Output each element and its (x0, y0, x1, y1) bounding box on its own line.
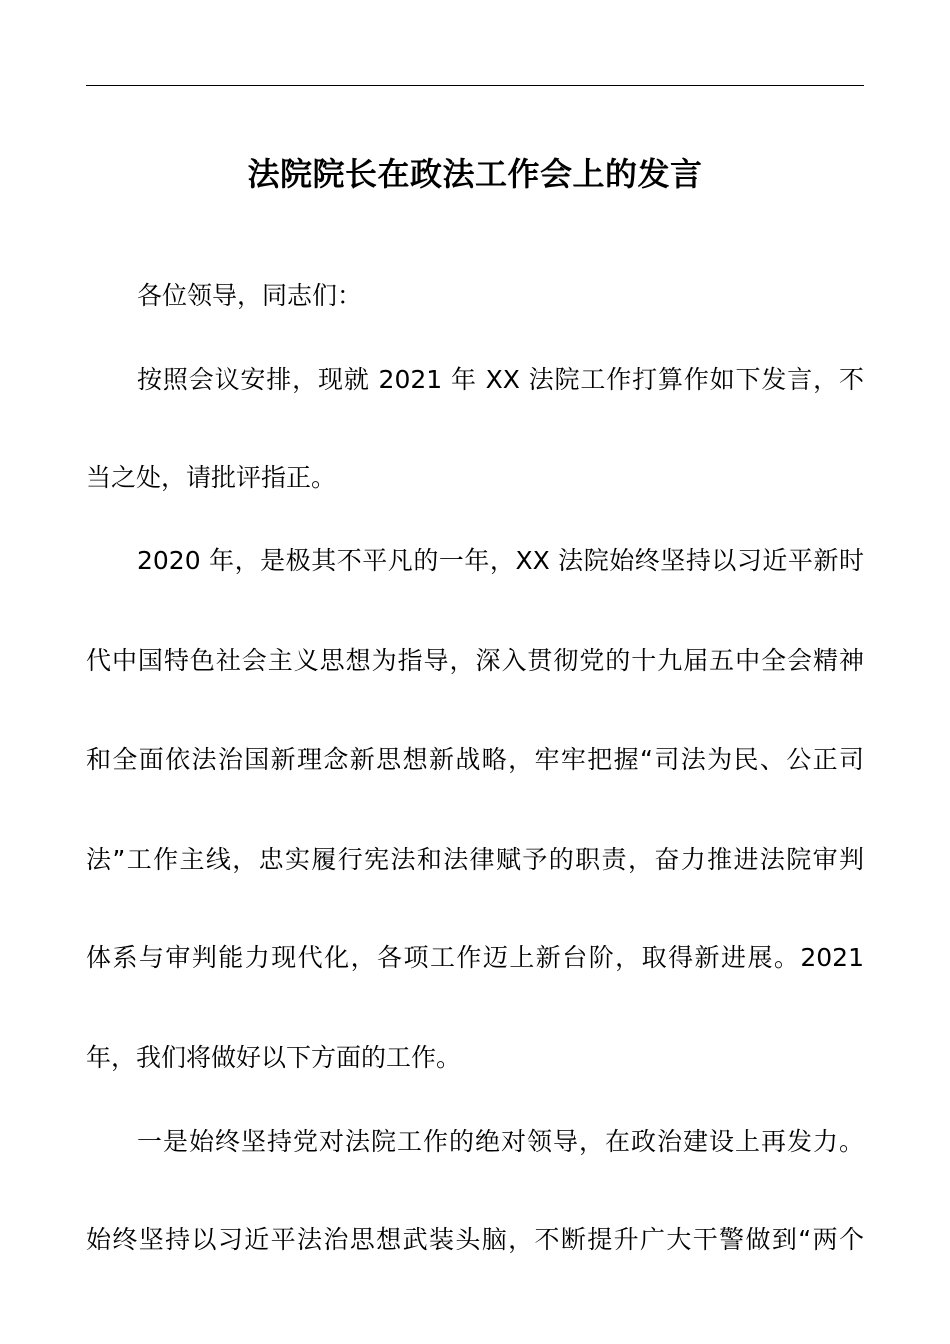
paragraph-1-line-1: 按照会议安排，现就 2021 年 XX 法院工作打算作如下发言，不 (137, 365, 864, 394)
paragraph-3-line-2: 始终坚持以习近平法治思想武装头脑，不断提升广大干警做到“两个 (86, 1225, 864, 1254)
paragraph-2-line-1: 2020 年，是极其不平凡的一年，XX 法院始终坚持以习近平新时 (137, 546, 864, 575)
paragraph-2-line-4: 法”工作主线，忠实履行宪法和法律赋予的职责，奋力推进法院审判 (86, 845, 864, 874)
document-title: 法院院长在政法工作会上的发言 (247, 155, 703, 193)
paragraph-1-line-2: 当之处，请批评指正。 (86, 463, 337, 492)
header-rule (86, 85, 864, 86)
salutation-line: 各位领导，同志们： (137, 281, 363, 310)
paragraph-2-line-3: 和全面依法治国新理念新思想新战略，牢牢把握“司法为民、公正司 (86, 745, 864, 774)
paragraph-2-line-2: 代中国特色社会主义思想为指导，深入贯彻党的十九届五中全会精神 (86, 646, 864, 675)
paragraph-2-line-6: 年，我们将做好以下方面的工作。 (86, 1043, 462, 1072)
paragraph-3-line-1: 一是始终坚持党对法院工作的绝对领导，在政治建设上再发力。 (137, 1127, 864, 1156)
paragraph-2-line-5: 体系与审判能力现代化，各项工作迈上新台阶，取得新进展。2021 (86, 943, 864, 972)
